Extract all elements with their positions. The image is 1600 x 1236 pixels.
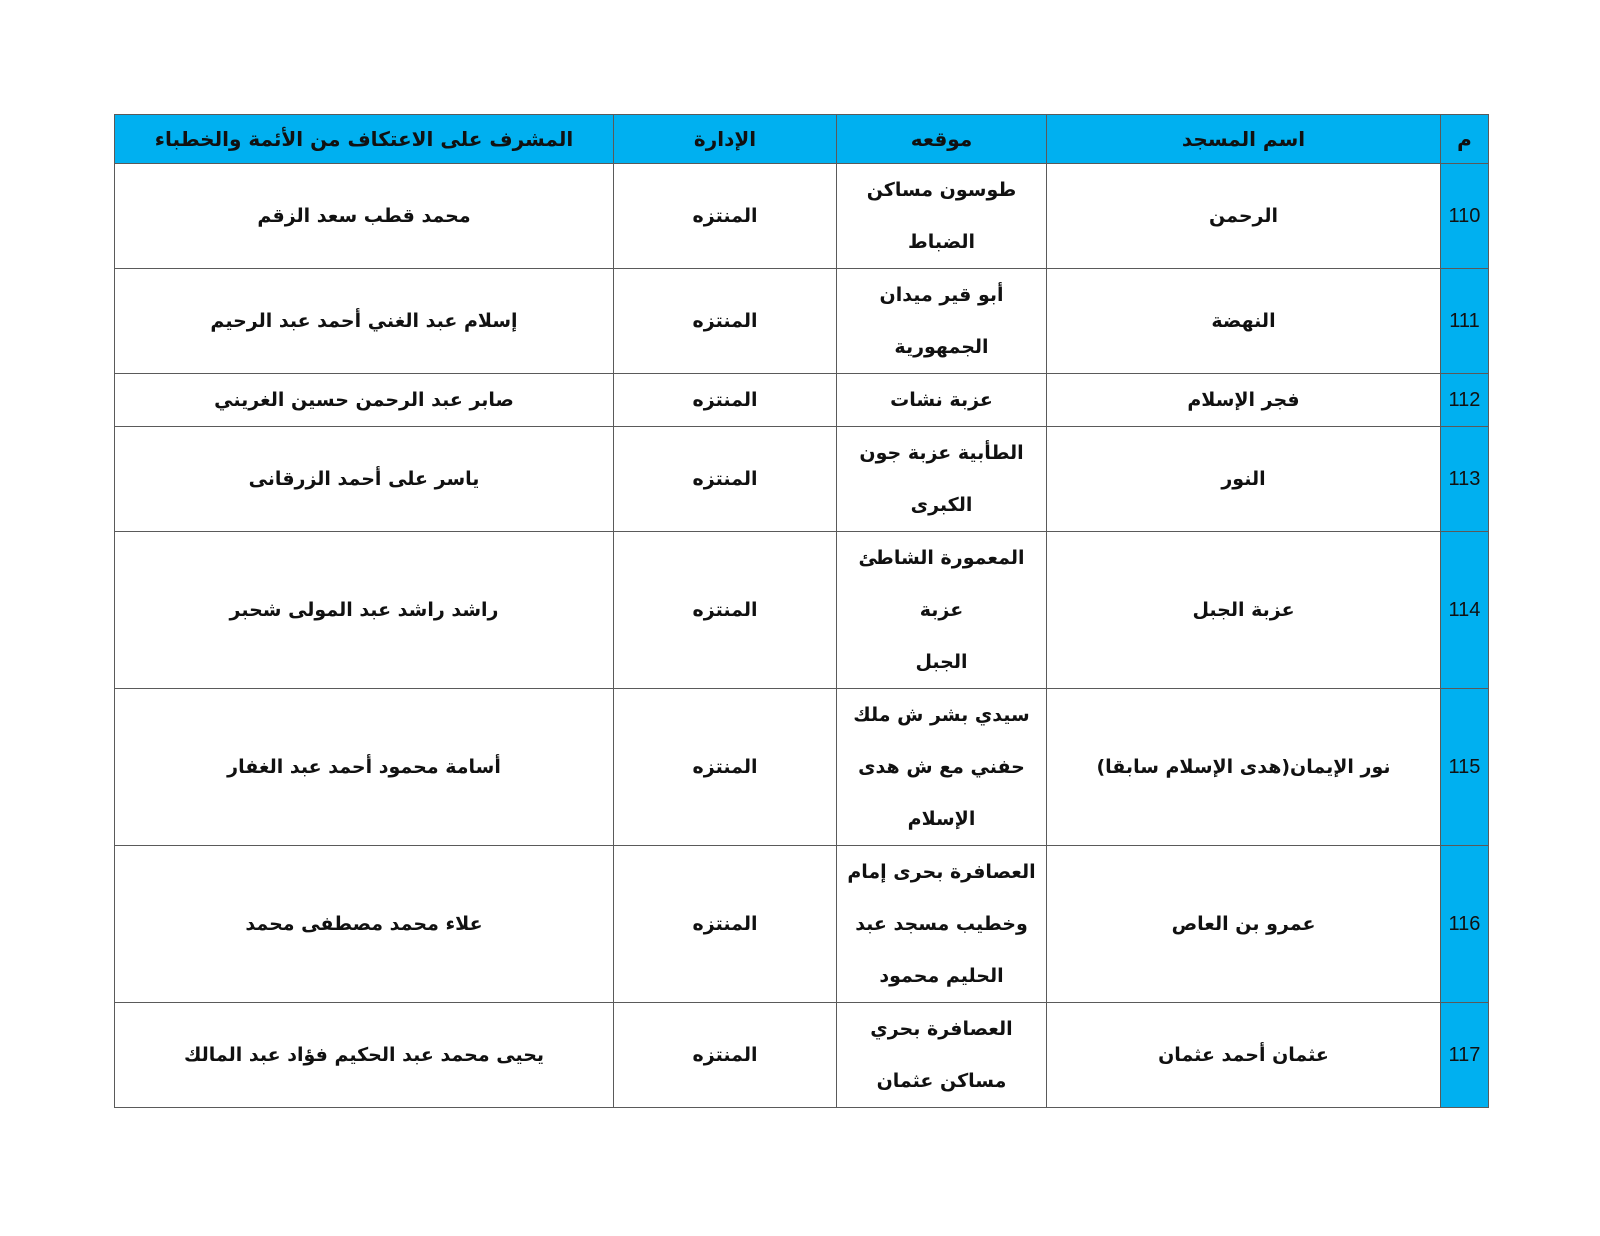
supervisor-cell: يحيى محمد عبد الحكيم فؤاد عبد المالك bbox=[115, 1003, 614, 1108]
row-number-cell bbox=[1441, 374, 1489, 427]
row-number: 111 bbox=[1449, 310, 1480, 332]
table-header bbox=[115, 115, 1489, 164]
location-line: حفني مع ش هدى bbox=[858, 756, 1025, 778]
table-row bbox=[115, 1003, 1489, 1108]
header-supervisor: المشرف على الاعتكاف من الأئمة والخطباء bbox=[115, 115, 614, 164]
row-number: 110 bbox=[1448, 205, 1481, 227]
row-number: 114 bbox=[1448, 599, 1481, 621]
row-number: 115 bbox=[1448, 756, 1481, 778]
row-number: 112 bbox=[1448, 389, 1481, 411]
location-line: الجبل bbox=[915, 651, 968, 673]
row-number-cell bbox=[1441, 427, 1489, 532]
mosque-name-cell: عثمان أحمد عثمان bbox=[1047, 1003, 1441, 1108]
mosque-name-cell: الرحمن bbox=[1047, 164, 1441, 269]
administration-cell: المنتزه bbox=[614, 846, 837, 1003]
location-cell bbox=[837, 269, 1047, 374]
row-number-cell bbox=[1441, 269, 1489, 374]
mosque-table bbox=[114, 114, 1489, 1108]
table-row bbox=[115, 532, 1489, 689]
administration-cell: المنتزه bbox=[614, 164, 837, 269]
table-row bbox=[115, 374, 1489, 427]
header-mosque-name: اسم المسجد bbox=[1047, 115, 1441, 164]
table-body bbox=[115, 164, 1489, 1108]
supervisor-cell: علاء محمد مصطفى محمد bbox=[115, 846, 614, 1003]
administration-cell: المنتزه bbox=[614, 532, 837, 689]
location-line: الجمهورية bbox=[894, 336, 989, 358]
mosque-name-cell: النور bbox=[1047, 427, 1441, 532]
administration-cell: المنتزه bbox=[614, 1003, 837, 1108]
table-row bbox=[115, 689, 1489, 846]
table-row bbox=[115, 269, 1489, 374]
row-number-cell bbox=[1441, 532, 1489, 689]
mosque-name-cell: نور الإيمان(هدى الإسلام سابقا) bbox=[1047, 689, 1441, 846]
location-cell bbox=[837, 427, 1047, 532]
location-line: مساكن عثمان bbox=[876, 1070, 1007, 1092]
location-line: وخطيب مسجد عبد bbox=[855, 913, 1028, 935]
header-location: موقعه bbox=[837, 115, 1047, 164]
administration-cell: المنتزه bbox=[614, 427, 837, 532]
location-cell bbox=[837, 1003, 1047, 1108]
location-line: الطأبية عزبة جون bbox=[859, 442, 1024, 464]
row-number: 116 bbox=[1448, 913, 1481, 935]
header-number: م bbox=[1441, 115, 1489, 164]
location-cell bbox=[837, 689, 1047, 846]
location-line: أبو قير ميدان bbox=[879, 284, 1004, 306]
location-cell bbox=[837, 164, 1047, 269]
location-cell bbox=[837, 846, 1047, 1003]
supervisor-cell: ياسر على أحمد الزرقانى bbox=[115, 427, 614, 532]
location-line: المعمورة الشاطئ عزبة bbox=[858, 547, 1025, 621]
location-line: العصافرة بحرى إمام bbox=[847, 861, 1036, 883]
location-line: عزبة نشات bbox=[890, 389, 993, 411]
header-row bbox=[115, 115, 1489, 164]
mosque-name-cell: عزبة الجبل bbox=[1047, 532, 1441, 689]
location-line: الحليم محمود bbox=[879, 965, 1004, 987]
document-sheet bbox=[114, 114, 1488, 1108]
location-cell bbox=[837, 532, 1047, 689]
supervisor-cell: محمد قطب سعد الزقم bbox=[115, 164, 614, 269]
location-line: الضباط bbox=[908, 231, 975, 253]
supervisor-cell: صابر عبد الرحمن حسين الغريني bbox=[115, 374, 614, 427]
row-number-cell bbox=[1441, 846, 1489, 1003]
row-number-cell bbox=[1441, 164, 1489, 269]
location-line: الكبرى bbox=[910, 494, 973, 516]
header-administration: الإدارة bbox=[614, 115, 837, 164]
supervisor-cell: إسلام عبد الغني أحمد عبد الرحيم bbox=[115, 269, 614, 374]
mosque-name-cell: النهضة bbox=[1047, 269, 1441, 374]
row-number-cell bbox=[1441, 689, 1489, 846]
mosque-name-cell: عمرو بن العاص bbox=[1047, 846, 1441, 1003]
row-number-cell bbox=[1441, 1003, 1489, 1108]
row-number: 113 bbox=[1448, 468, 1481, 490]
table-row bbox=[115, 846, 1489, 1003]
row-number: 117 bbox=[1448, 1044, 1481, 1066]
supervisor-cell: راشد راشد عبد المولى شحبر bbox=[115, 532, 614, 689]
table-row bbox=[115, 164, 1489, 269]
location-line: العصافرة بحري bbox=[870, 1018, 1013, 1040]
table-row bbox=[115, 427, 1489, 532]
administration-cell: المنتزه bbox=[614, 689, 837, 846]
location-line: طوسون مساكن bbox=[866, 179, 1017, 201]
supervisor-cell: أسامة محمود أحمد عبد الغفار bbox=[115, 689, 614, 846]
administration-cell: المنتزه bbox=[614, 269, 837, 374]
location-line: سيدي بشر ش ملك bbox=[853, 704, 1030, 726]
administration-cell: المنتزه bbox=[614, 374, 837, 427]
location-cell bbox=[837, 374, 1047, 427]
location-line: الإسلام bbox=[907, 808, 976, 830]
mosque-name-cell: فجر الإسلام bbox=[1047, 374, 1441, 427]
